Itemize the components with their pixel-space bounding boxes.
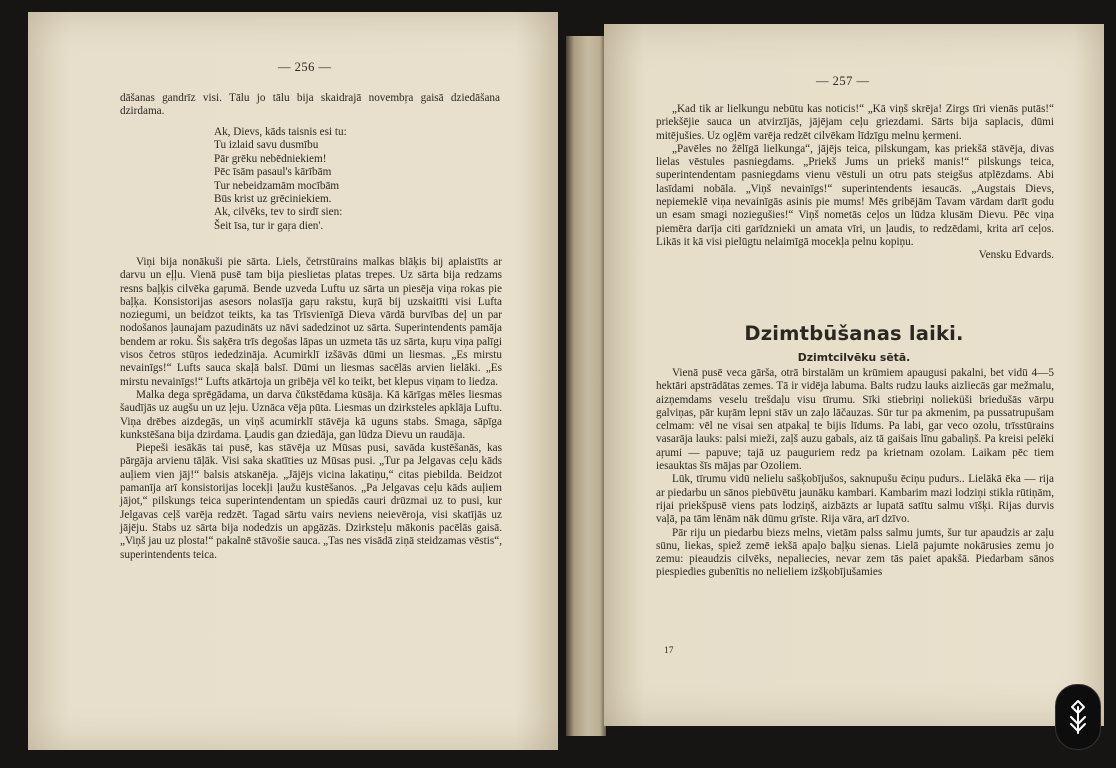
poem-line: Šeit īsa, tur ir gaŗa dien'. (214, 219, 324, 232)
paragraph: Lūk, tīrumu vidū nelielu sašķobījušos, saknupušu ēciņu pudurs.. Lielākā ēka — rija ar piedarbu un sānos piebūvētu jaunāku kambari. Kambarim mazi lodziņi stikla rūtiņām, rijai priekšpusē viens pats lodziņš, aizbāzts ar lupatā satītu salmu vīšķi. Rijas durvis vaļā, pa tām lēnām nāk dūmu grīste. Rija vāra, arī dzīvo. (656, 473, 1054, 526)
paragraph: „Pavēles no žēlīgā lielkunga“, jājējs teica, pilskungam, kas priekšā stāvēja, divas lielas vēstules pasniegdams. „Priekš Jums un priekš manis!“ pilskungs teica, superintendentam pasniegdams vienu vēstuli un otru pats steigšus atplēzdams. Abi lasīdami nobāla. „Viņš nevainīgs!“ superintendents iesaucās. „Augstais Dievs, nepiemeklē viņa nevainīgās asinis pie mums! Mēs gribējām Tavam vārdam darīt godu un esam smagi noziegušies!“ Viņš nometās ceļos un lūdza klusām Dievu. Pēc viņa piemēra darīja citi garīdznieki un amata vīri, un ļaudis, to redzēdami, krita arī ceļos. Likās it kā visi pielūgtu nelaimīgā mocekļa pelnu kopiņu. (656, 142, 1054, 248)
paragraph: Malka dega sprēgādama, un darva čūkstēdama kūsāja. Kā kārīgas mēles liesmas šaudījās uz augšu un uz ļeju. Uznāca vēja pūta. Liesmas un dzirksteles apklāja Luftu. Viņa drēbes aizdegās, un viņš acumirklī stāvēja kā uguns stabs. Smaga, sāpīga kunkstēšana bija dzirdama. Ļaudis gan dziedāja, gan lūdza Dievu un raudāja. (120, 388, 502, 441)
right-page (604, 24, 1104, 726)
poem-line: Būs krist uz grēciniekiem. (214, 193, 332, 206)
left-page (28, 12, 558, 750)
page-number-left: — 256 — (278, 60, 332, 74)
poem (214, 126, 347, 233)
chapter-title: Dzimtbūšanas laiki. (744, 322, 964, 345)
printer-signature-mark: 17 (664, 646, 674, 656)
poem-line: Tur nebeidzamām mocībām (214, 179, 340, 192)
poem-line: Ak, cilvēks, tev to sirdī sien: (214, 206, 343, 219)
author-signature: Vensku Edvards. (978, 249, 1054, 262)
poem-line: Tu izlaid savu dusmību (214, 139, 319, 152)
paragraph: Piepeši iesākās tai pusē, kas stāvēja uz Mūsas pusi, savāda kustēšanās, kas pārgāja arvienu tāļāk. Visi saka skatīties uz Mūsas pusi. „Tur pa Jelgavas ceļu kāds auļiem vien jāj!“ balsis atskanēja. „Jājējs vicina lakatiņu,“ citas piebilda. Beidzot pamanīja arī konsistorijas locekļi ļaužu kustēšanos. „Pa Jelgavas ceļu kāds auļiem jājot,“ pilskungs teica superintendentam un spiedās cauri drūzmai uz to pusi, kur Jelgavas ceļš varēja redzēt. Tagad sārtu vairs neviens neievēroja, visi skatījās uz jājēju. Stabs uz sārta bija nodedzis un apgāzās. Dzirksteļu mākonis pacēlās gaisā. „Viņš jau uz plosta!“ pakalnē stāvošie sauca. „Tas nes visādā ziņā steidzamas vēstis“, superintendents teica. (120, 442, 502, 561)
right-top-text (656, 103, 1054, 263)
paragraph: „Kad tik ar lielkungu nebūtu kas noticis!“ „Kā viņš skrēja! Zirgs tīri vienās putās!“ priekšējie sauca un atvirzījās, jājējam ceļu griezdami. Sārts bija saplacis, dūmi mitējušies. Uz ogļēm varēja redzēt cilvēkam līdzīgu melnu ķermeni. (656, 103, 1054, 142)
poem-line: Ak, Dievs, kāds taisnis esi tu: (214, 126, 347, 138)
latvian-sun-sign-icon (1063, 697, 1093, 737)
paragraph: dāšanas gandrīz visi. Tālu jo tālu bija skaidrajā novembŗa gaisā dziedāšana dzirdama. (120, 92, 500, 118)
logo-badge (1055, 684, 1101, 750)
left-body-text (120, 256, 502, 562)
poem-line: Pār grēku nebēdniekiem! (214, 152, 327, 165)
poem-line: Pēc īsām pasaul's kārībām (214, 166, 332, 179)
page-number-right: — 257 — (816, 74, 870, 88)
paragraph: Pār riju un piedarbu biezs melns, vietām palss salmu jumts, šur tur apaudzis ar zaļu sūnu, liekas, spiež zemē iekšā apaļo baļķu sienas. Lielā pajumte nokārusies zemu jo zemu: pieaudzis cilvēks, nepaliecies, nevar zem tās paiet apakšā. Piedarbam sānos piespiedies gubenītis no nelieliem izšķobījušamies (656, 526, 1054, 579)
left-intro-text (120, 92, 500, 119)
section-title: Dzimtcilvēku sētā. (797, 351, 911, 364)
paragraph: Viņi bija nonākuši pie sārta. Liels, četrstūrains malkas blāķis bij aplaistīts ar darvu un eļļu. Vienā pusē tam bija pieslietas platas trepes. Uz sārta bija redzams resns baļķis cilvēka gaŗumā. Bende uzveda Luftu uz sārta un piesēja viņa rokas pie baļķa. Konsistorijas asesors nolasīja gaŗu rakstu, kuŗā bij uzskaitīti visi Lufta noziegumi, un beidzot teikts, ka tas Trīsvienīgā Dieva vārdā burvības deļ un par nodošanos ļaunajam pazudināts uz nāvi sadedzinot uz sārta. Superintendents pamāja bendem ar roku. Šis saķēra trīs degošas lāpas un uzmeta tās uz sārta, kuŗu viņa palīgi visos četros stūŗos iededzināja. Acumirklī izšāvās dūmi un liesmas. „Es mirstu nevainīgs!“ Lufts sauca skaļā balsī. Dūmi un liesmas sacēlās arvien lielāki. „Es mirstu nevainīgs!“ Lufts atkārtoja un gribēja vēl ko teikt, bet klepus viņam to liedza. (120, 256, 502, 388)
page-edges (566, 36, 606, 736)
paragraph: Vienā pusē veca gārša, otrā birstalām un krūmiem apaugusi pakalni, bet vidū 4—5 hektāri apstrādātas zemes. Tā ir vidēja labuma. Balts rudzu lauks aizliecās gar mežmalu, aizņemdams veselu trešdaļu visu tīrumu. Sīki stiebriņi nolieküši briedušās vārpu galviņas, pār kuŗām lepni stāv un zaļo lāčauzas. Sūr tur pa akmenim, pa pussatrupušam celmam: vēl ne visai sen atpakaļ te bijis līdums. Pa labi, gar veco ozolu, trīsstūrains vasarāja lauks: palsi mieži, zaļš auzu gabals, aiz tā gaišais līnu gabaliņš. Pa kreisi pelēki aŗumi — papuve; tajā uz pauguriem redz pa krietnam ozolam. Laikam pēc tiem iesauktas šīs mājas par Ozoliem. (656, 367, 1054, 473)
right-chapter-text (656, 367, 1054, 580)
